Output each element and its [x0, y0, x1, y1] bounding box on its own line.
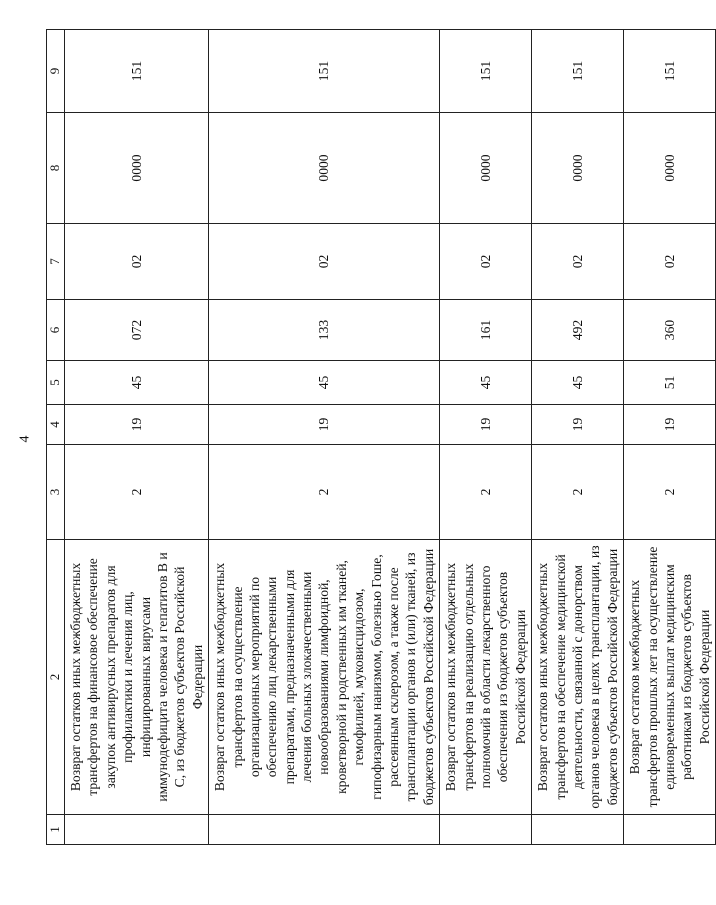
col-header-4: 4	[47, 405, 65, 445]
cell-num	[532, 815, 624, 845]
cell-c3: 2	[532, 445, 624, 540]
cell-c6: 133	[209, 300, 440, 361]
col-header-1: 1	[47, 815, 65, 845]
cell-name: Возврат остатков иных межбюджетных трансфертов на осуществление организационных мероприятий по обеспечению лиц лекарственными препаратами, предназначенными для лечения больных злокачественными новообразованиями лимфоидной, кроветворной и родственных им тканей, гемофилией, муковисцидозом, гипофизарным нанизмом, болезнью Гоше, рассеянным склерозом, а также после трансплантации органов и (или) тканей, из бюджетов субъектов Российской Федерации	[209, 540, 440, 815]
cell-c6: 072	[65, 300, 209, 361]
cell-c9: 151	[440, 30, 532, 113]
cell-c4: 19	[532, 405, 624, 445]
cell-c4: 19	[209, 405, 440, 445]
cell-num	[624, 815, 716, 845]
cell-c4: 19	[65, 405, 209, 445]
cell-c8: 0000	[624, 113, 716, 224]
cell-c8: 0000	[65, 113, 209, 224]
cell-c5: 45	[65, 361, 209, 405]
cell-c4: 19	[624, 405, 716, 445]
cell-name: Возврат остатков межбюджетных трансфертов прошлых лет на осуществление единовременных выплат медицинским работникам из бюджетов субъектов Российской Федерации	[624, 540, 716, 815]
cell-c5: 51	[624, 361, 716, 405]
table-row	[532, 30, 624, 845]
cell-c5: 45	[440, 361, 532, 405]
rotated-table-container	[46, 30, 712, 845]
cell-c6: 492	[532, 300, 624, 361]
cell-num	[440, 815, 532, 845]
col-header-8: 8	[47, 113, 65, 224]
cell-c7: 02	[209, 224, 440, 300]
col-header-6: 6	[47, 300, 65, 361]
cell-c4: 19	[440, 405, 532, 445]
cell-c7: 02	[440, 224, 532, 300]
page-number: 4	[17, 435, 33, 443]
cell-c7: 02	[532, 224, 624, 300]
cell-num	[209, 815, 440, 845]
cell-c7: 02	[65, 224, 209, 300]
table-row	[624, 30, 716, 845]
table-row	[209, 30, 440, 845]
table-row	[440, 30, 532, 845]
cell-name: Возврат остатков иных межбюджетных трансфертов на финансовое обеспечение закупок антивирусных препаратов для профилактики и лечения лиц, инфицированных вирусами иммунодефицита человека и гепатитов В и С, из бюджетов субъектов Российской Федерации	[65, 540, 209, 815]
col-header-2: 2	[47, 540, 65, 815]
header-row	[47, 30, 65, 845]
cell-c3: 2	[209, 445, 440, 540]
cell-c3: 2	[624, 445, 716, 540]
cell-c9: 151	[532, 30, 624, 113]
cell-c9: 151	[624, 30, 716, 113]
cell-name: Возврат остатков иных межбюджетных трансфертов на обеспечение медицинской деятельности, связанной с донорством органов человека в целях трансплантации, из бюджетов субъектов Российской Федерации	[532, 540, 624, 815]
cell-c6: 161	[440, 300, 532, 361]
col-header-9: 9	[47, 30, 65, 113]
cell-c5: 45	[532, 361, 624, 405]
cell-c8: 0000	[440, 113, 532, 224]
cell-c8: 0000	[209, 113, 440, 224]
table-row	[65, 30, 209, 845]
col-header-3: 3	[47, 445, 65, 540]
cell-c9: 151	[209, 30, 440, 113]
budget-codes-table	[46, 29, 716, 845]
cell-c8: 0000	[532, 113, 624, 224]
cell-c9: 151	[65, 30, 209, 113]
cell-c7: 02	[624, 224, 716, 300]
cell-c3: 2	[440, 445, 532, 540]
cell-name: Возврат остатков иных межбюджетных трансфертов на реализацию отдельных полномочий в области лекарственного обеспечения из бюджетов субъектов Российской Федерации	[440, 540, 532, 815]
cell-c5: 45	[209, 361, 440, 405]
cell-c3: 2	[65, 445, 209, 540]
cell-num	[65, 815, 209, 845]
col-header-7: 7	[47, 224, 65, 300]
col-header-5: 5	[47, 361, 65, 405]
cell-c6: 360	[624, 300, 716, 361]
